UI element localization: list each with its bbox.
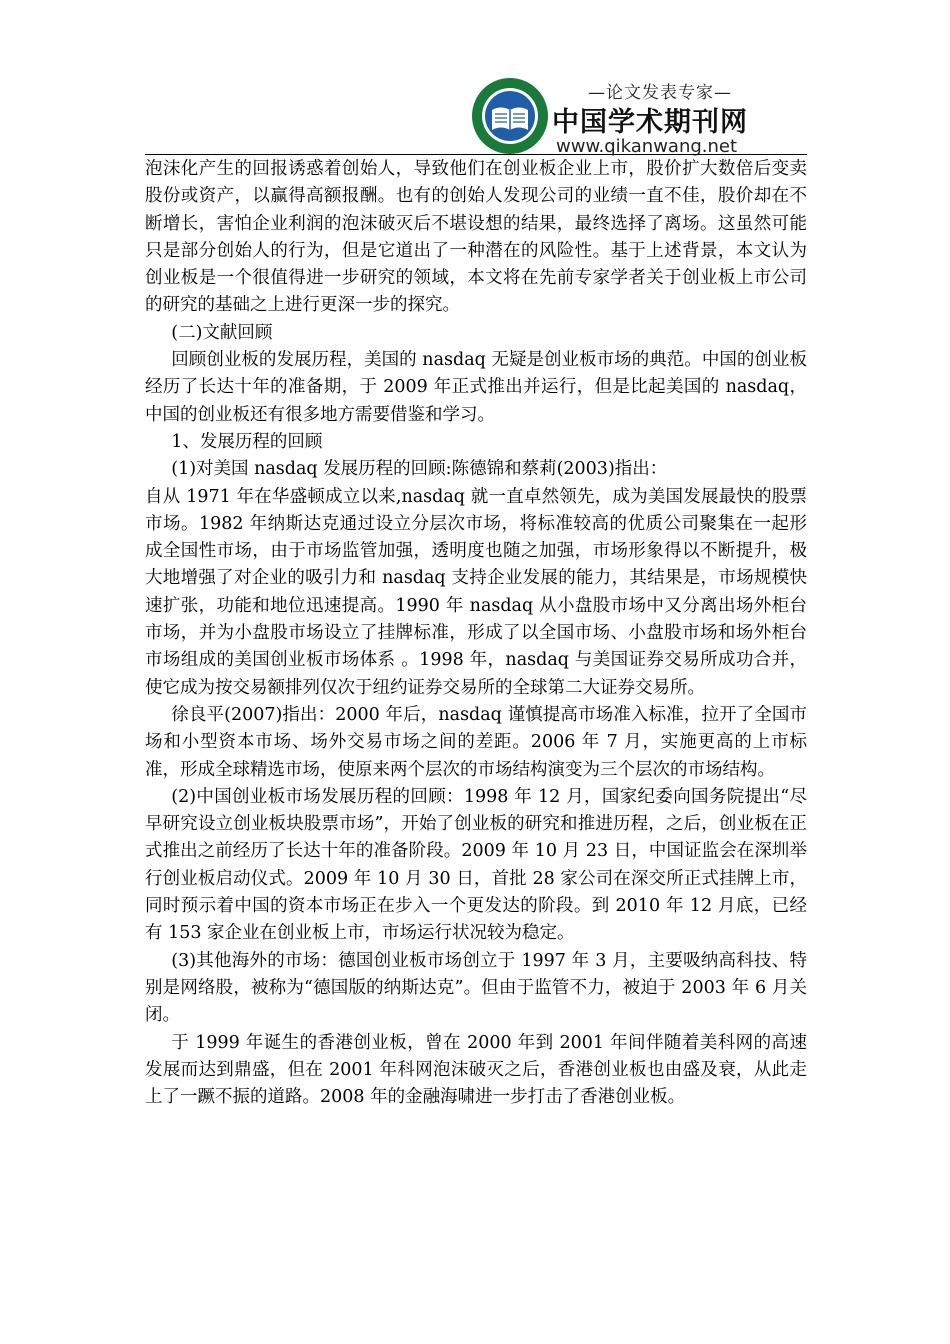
paragraph-continuation: 泡沫化产生的回报诱惑着创始人，导致他们在创业板企业上市，股价扩大数倍后变卖股份或资产，以赢得高额报酬。也有的创始人发现公司的业绩一直不佳，股价却在不断增长，害怕企业利润的泡沫破灭后不堪设想的结果，最终选择了离场。这虽然可能只是部分创始人的行为，但是它道出了一种潜在的风险性。基于上述背景，本文认为创业板是一个很值得进一步研究的领域，本文将在先前专家学者关于创业板上市公司的研究的基础之上进行更深一步的探究。 xyxy=(145,159,807,316)
journal-header xyxy=(470,76,810,162)
paragraph: 自从 1971 年在华盛顿成立以来,nasdaq 就一直卓然领先，成为美国发展最快的股票市场。1982 年纳斯达克通过设立分层次市场，将标准较高的优质公司聚集在一起形成全国性市场，由于市场监管加强，透明度也随之加强，市场形象得以不断提升，极大地增强了对企业的吸引力和 nasdaq 支持企业发展的能力，其结果是，市场规模快速扩张，功能和地位迅速提高。1990 年 nasdaq 从小盘股市场中又分离出场外柜台市场，并为小盘股市场设立了挂牌标准，形成了以全国市场、小盘股市场和场外柜台市场组成的美国创业板市场体系 。1998 年，nasdaq 与美国证券交易所成功合并，使它成为按交易额排列仅次于纽约证券交易所的全球第二大证券交易所。 xyxy=(145,486,807,698)
header-brand: 中国学术期刊网 xyxy=(552,107,748,138)
header-tagline: —论文发表专家— xyxy=(588,83,732,103)
qikanwang-logo xyxy=(470,76,550,156)
subsection-heading: 1、发展历程的回顾 xyxy=(171,431,323,452)
paragraph: 回顾创业板的发展历程，美国的 nasdaq 无疑是创业板市场的典范。中国的创业板经历了长达十年的准备期，于 2009 年正式推出并运行，但是比起美国的 nasdaq，中国的创业板还有很多地方需要借鉴和学习。 xyxy=(145,350,807,425)
paragraph: (1)对美国 nasdaq 发展历程的回顾:陈德锦和蔡莉(2003)指出： xyxy=(171,459,668,480)
article-body xyxy=(145,156,807,1111)
header-site: www.qikanwang.net xyxy=(556,136,738,157)
paragraph: (3)其他海外的市场：德国创业板市场创立于 1997 年 3 月，主要吸纳高科技、特别是网络股，被称为“德国版的纳斯达克”。但由于监管不力，被迫于 2003 年 6 月关闭。 xyxy=(145,950,807,1026)
paragraph: 于 1999 年诞生的香港创业板，曾在 2000 年到 2001 年间伴随着美科网的高速发展而达到鼎盛，但在 2001 年科网泡沫破灭之后，香港创业板也由盛及衰，从此走上了一蹶不振的道路。2008 年的金融海啸进一步打击了香港创业板。 xyxy=(145,1032,807,1108)
paragraph: 徐良平(2007)指出：2000 年后，nasdaq 谨慎提高市场准入标准，拉开了全国市场和小型资本市场、场外交易市场之间的差距。2006 年 7 月，实施更高的上市标准，形成全球精选市场，使原来两个层次的市场结构演变为三个层次的市场结构。 xyxy=(145,704,807,780)
section-heading-literature-review: (二)文献回顾 xyxy=(171,322,273,343)
paragraph: (2)中国创业板市场发展历程的回顾：1998 年 12 月，国家纪委向国务院提出“尽早研究设立创业板块股票市场”，开始了创业板的研究和推进历程，之后，创业板在正式推出之前经历了长达十年的准备阶段。2009 年 10 月 23 日，中国证监会在深圳举行创业板启动仪式。2009 年 10 月 30 日，首批 28 家公司在深交所正式挂牌上市，同时预示着中国的资本市场正在步入一个更发达的阶段。到 2010 年 12 月底，已经有 153 家企业在创业板上市，市场运行状况较为稳定。 xyxy=(145,786,807,944)
header-divider xyxy=(145,154,807,155)
